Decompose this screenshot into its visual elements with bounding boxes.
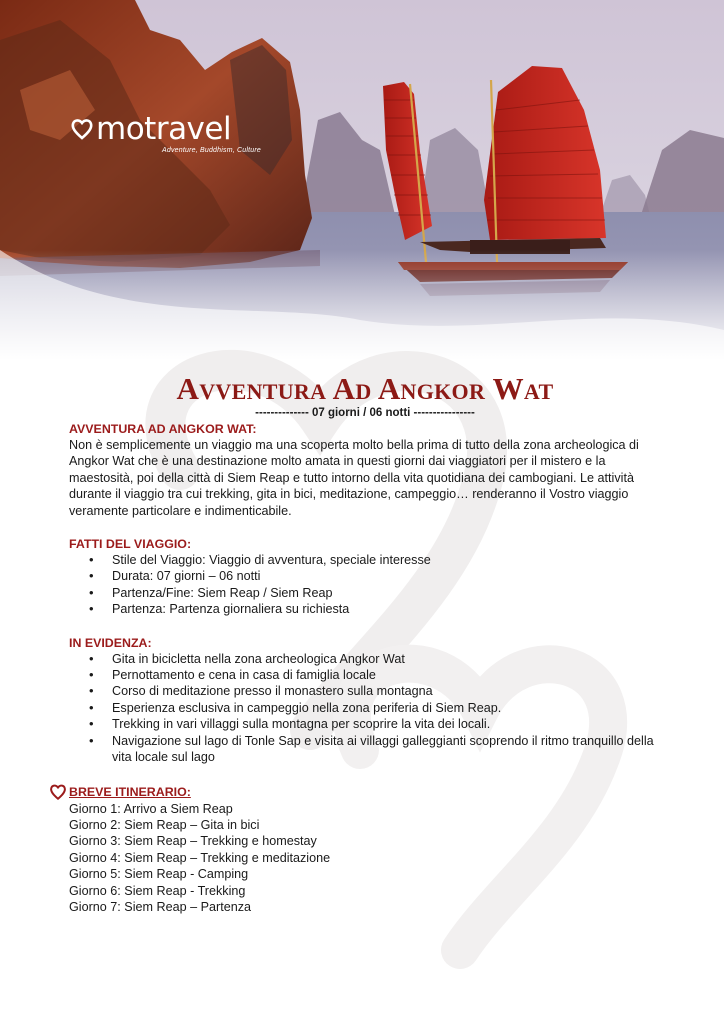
intro-heading: AVVENTURA AD ANGKOR WAT: (69, 422, 257, 436)
list-item: • Stile del Viaggio: Viaggio di avventura, speciale interesse (69, 552, 661, 568)
highlights-list (69, 651, 661, 766)
list-item: • Gita in bicicletta nella zona archeologica Angkor Wat (69, 651, 661, 667)
brand-name: motravel (96, 111, 232, 147)
list-item (69, 733, 661, 766)
itinerary-day: Giorno 6: Siem Reap - Trekking (69, 883, 246, 898)
list-item-text: Navigazione sul lago di Tonle Sap e visita ai villaggi galleggianti scoprendo il ritmo tranquillo della (112, 733, 654, 748)
hero-image (0, 0, 724, 360)
brand-wordmark (70, 112, 261, 146)
heart-logo-icon (70, 117, 94, 141)
facts-list (69, 552, 661, 618)
page-title: Avventura Ad Angkor Wat (176, 371, 554, 406)
itinerary-day: Giorno 1: Arrivo a Siem Reap (69, 801, 233, 816)
list-item: • Durata: 07 giorni – 06 notti (69, 568, 661, 584)
itinerary-heading (49, 783, 661, 801)
itinerary-heading-label: BREVE ITINERARIO: (69, 784, 191, 799)
highlights-heading: IN EVIDENZA: (69, 635, 152, 650)
duration-subtitle: -------------- 07 giorni / 06 notti ---------------- (255, 407, 475, 419)
intro-line: veramente particolare e indimenticabile. (69, 503, 292, 518)
list-item: • Partenza: Partenza giornaliera su richiesta (69, 601, 661, 617)
itinerary-day: Giorno 5: Siem Reap - Camping (69, 867, 249, 882)
itinerary-day: Giorno 2: Siem Reap – Gita in bici (69, 817, 260, 832)
intro-line: durante il viaggio tra cui trekking, gita in bici, meditazione, campeggio… renderanno il Vostro viaggio (69, 487, 629, 502)
intro-line: maestosità, poi della città di Siem Reap e tutto intorno della vita quotidiana dei cambogiani. Le attività (69, 470, 634, 485)
itinerary-day: Giorno 7: Siem Reap – Partenza (69, 899, 252, 914)
list-item-text-continued: vita locale sul lago (112, 750, 215, 765)
intro-line: Non è semplicemente un viaggio ma una scoperta molto bella prima di tutto della zona archeologica di (69, 438, 639, 452)
facts-heading: FATTI DEL VIAGGIO: (69, 537, 192, 552)
list-item: • Corso di meditazione presso il monastero sulla montagna (69, 683, 661, 699)
itinerary-day: Giorno 3: Siem Reap – Trekking e homestay (69, 834, 317, 849)
heart-bullet-icon (49, 783, 67, 801)
intro-paragraph (69, 437, 661, 519)
brand-tagline: Adventure, Buddhism, Culture (162, 147, 261, 154)
junk-boat-bay-illustration (0, 0, 724, 360)
intro-line: Angkor Wat che è una destinazione molto amata in questi giorni dai viaggiatori per il mistero e la (69, 454, 606, 469)
list-item: • Esperienza esclusiva in campeggio nella zona periferia di Siem Reap. (69, 700, 661, 716)
itinerary-day: Giorno 4: Siem Reap – Trekking e meditazione (69, 850, 331, 865)
list-item: • Trekking in vari villaggi sulla montagna per scoprire la vita dei locali. (69, 716, 661, 732)
list-item: • Partenza/Fine: Siem Reap / Siem Reap (69, 585, 661, 601)
list-item: • Pernottamento e cena in casa di famiglia locale (69, 667, 661, 683)
brand-logo (70, 112, 261, 154)
document-body (69, 372, 661, 915)
itinerary-list (69, 801, 661, 916)
